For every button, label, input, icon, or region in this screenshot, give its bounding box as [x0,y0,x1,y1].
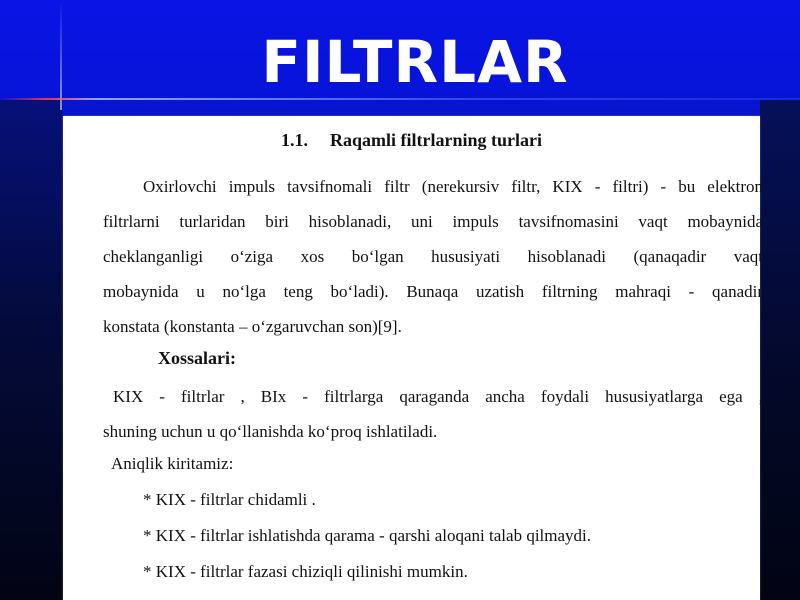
paragraph-line: filtrlarni turlaridan biri hisoblanadi, uni impuls tavsifnomasini vaqt mobaynida [103,212,763,231]
paragraph-properties [103,379,763,449]
slide-title: FILTRLAR [261,28,569,96]
properties-subheading: Xossalari: [158,348,236,368]
paragraph-line: shuning uchun u qo‘llanishda ko‘proq ishlatiladi. [103,422,438,441]
paragraph-line: mobaynida u no‘lga teng bo‘ladi). Bunaqa uzatish filtrning mahraqi - qanadir [103,282,763,301]
paragraph-line: KIX - filtrlar , BIx - filtrlarga qaraganda ancha foydali hususiyatlarga ega , [113,387,763,406]
slide-background-right [760,100,800,600]
bullet-item: * KIX - filtrlar chidamli . [143,490,316,509]
paragraph-line: konstata (konstanta – o‘zgaruvchan son)[9]. [103,317,402,336]
bullet-item: * KIX - filtrlar fazasi chiziqli qilinishi mumkin. [143,562,468,581]
section-heading [63,130,760,151]
paragraph-line: cheklanganligi o‘ziga xos bo‘lgan hususiyati hisoblanadi (qanaqadir vaqt [103,247,763,266]
document-image-panel [63,116,763,600]
section-number: 1.1. [281,130,308,150]
bullet-item: * KIX - filtrlar ishlatishda qarama - qarshi aloqani talab qilmaydi. [143,526,592,545]
paragraph-definition [103,169,763,344]
section-title: Raqamli filtrlarning turlari [330,130,542,150]
clarify-label: Aniqlik kiritamiz: [111,454,234,473]
paragraph-line: Oxirlovchi impuls tavsifnomali filtr (nerekursiv filtr, KIX - filtri) - bu elektron [143,177,763,196]
slide-background-left [0,100,62,600]
